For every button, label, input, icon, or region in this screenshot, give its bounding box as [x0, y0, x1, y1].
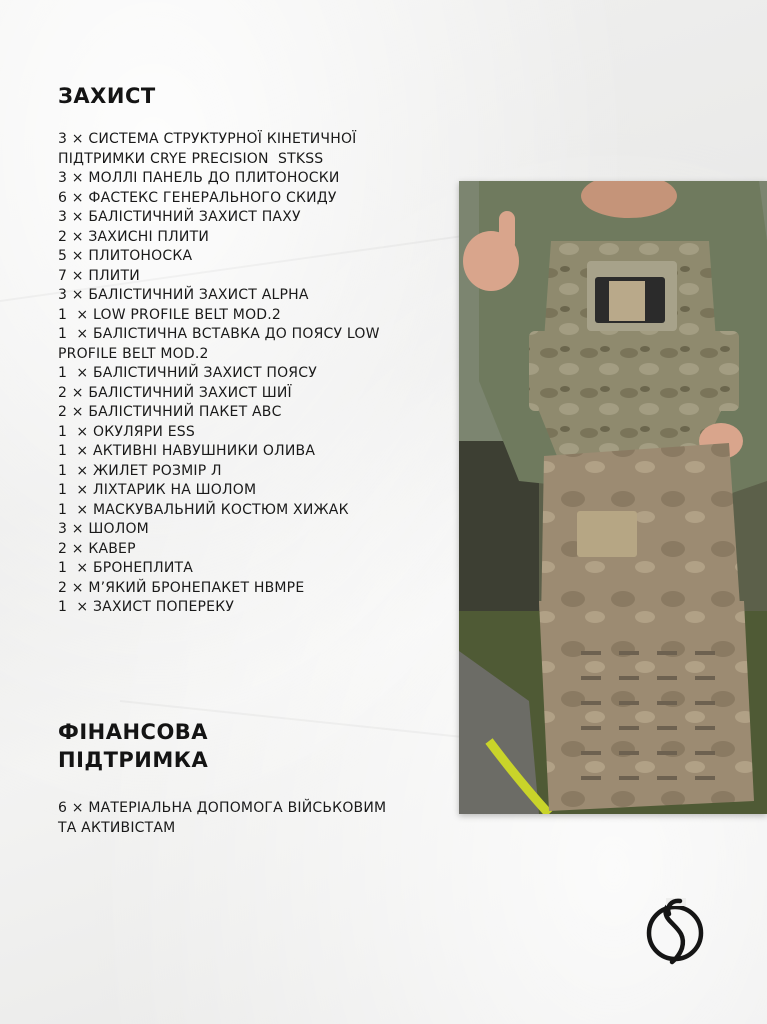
protection-item: 5 × ПЛИТОНОСКА — [58, 248, 193, 264]
protection-item: 1 × БАЛІСТИЧНИЙ ЗАХИСТ ПОЯСУ — [58, 365, 317, 381]
protection-item: 1 × МАСКУВАЛЬНИЙ КОСТЮМ ХИЖАК — [58, 501, 349, 518]
protection-item: 7 × ПЛИТИ — [58, 267, 140, 284]
section-title-protection: ЗАХИСТ — [58, 84, 156, 108]
protection-item: 1 × АКТИВНІ НАВУШНИКИ ОЛИВА — [58, 443, 316, 459]
protection-item: 3 × БАЛІСТИЧНИЙ ЗАХИСТ ALPHA — [58, 287, 309, 303]
protection-item: 1 × ЖИЛЕТ РОЗМІР Л — [58, 462, 222, 479]
protection-item: 1 × БРОНЕПЛИТА — [58, 560, 194, 576]
finance-item: 6 × МАТЕРІАЛЬНА ДОПОМОГА ВІЙСЬКОВИМ ТА АКТИВІСТАМ — [58, 800, 387, 836]
protection-item: 1 × ОКУЛЯРИ ESS — [58, 423, 195, 440]
protection-item: 2 × БАЛІСТИЧНИЙ ПАКЕТ АВС — [58, 404, 282, 420]
section-title-finance: ФІНАНСОВА ПІДТРИМКА — [58, 720, 209, 772]
protection-item: 1 × ЗАХИСТ ПОПЕРЕКУ — [58, 599, 235, 615]
protection-items-list — [58, 130, 438, 618]
protection-item: 3 × МОЛЛІ ПАНЕЛЬ ДО ПЛИТОНОСКИ — [58, 170, 340, 186]
protection-item: 2 × БАЛІСТИЧНИЙ ЗАХИСТ ШИЇ — [58, 384, 292, 401]
protection-item: 3 × СИСТЕМА СТРУКТУРНОЇ КІНЕТИЧНОЇ ПІДТРИМКИ CRYE PRECISION STKSS — [58, 131, 362, 167]
protection-item: 1 × БАЛІСТИЧНА ВСТАВКА ДО ПОЯСУ LOW PROFILE BELT MOD.2 — [58, 326, 385, 362]
protection-item: 3 × ШОЛОМ — [58, 521, 149, 537]
soldier-equipment-photo — [459, 181, 767, 814]
protection-item: 2 × М’ЯКИЙ БРОНЕПАКЕТ НВМРЕ — [58, 579, 305, 596]
protection-item: 3 × БАЛІСТИЧНИЙ ЗАХИСТ ПАХУ — [58, 209, 301, 225]
protection-item: 2 × КАВЕР — [58, 540, 136, 557]
protection-item: 6 × ФАСТЕКС ГЕНЕРАЛЬНОГО СКИДУ — [58, 189, 337, 206]
protection-item: 1 × LOW PROFILE BELT MOD.2 — [58, 306, 282, 323]
s-logo-icon — [644, 896, 706, 966]
protection-item: 2 × ЗАХИСНІ ПЛИТИ — [58, 228, 209, 245]
protection-item: 1 × ЛІХТАРИК НА ШОЛОМ — [58, 482, 257, 498]
